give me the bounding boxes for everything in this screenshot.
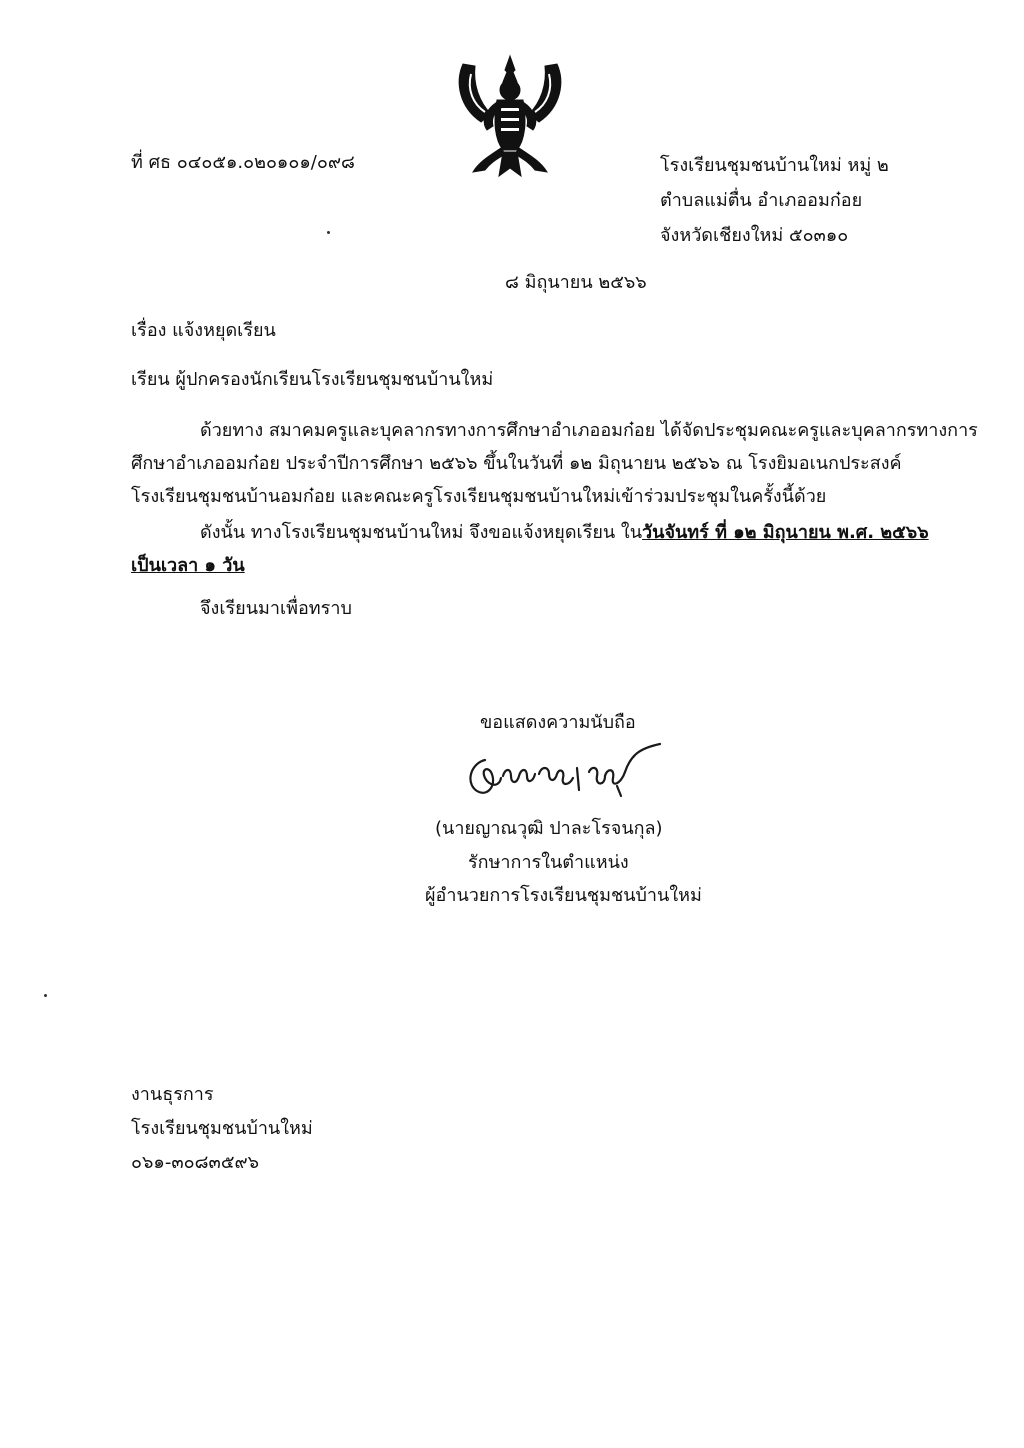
holiday-date-emphasis: วันจันทร์ ที่ ๑๒ มิถุนายน พ.ศ. ๒๕๖๖ <box>642 522 929 543</box>
footer-school: โรงเรียนชุมชนบ้านใหม่ <box>131 1118 313 1139</box>
body-paragraph-1-line-1: ด้วยทาง สมาคมครูและบุคลากรทางการศึกษาอำเภออมก๋อย ได้จัดประชุมคณะครูและบุคลากรทางการ <box>200 420 978 441</box>
body-paragraph-1-line-3: โรงเรียนชุมชนบ้านอมก๋อย และคณะครูโรงเรียนชุมชนบ้านใหม่เข้าร่วมประชุมในครั้งนี้ด้วย <box>131 486 827 507</box>
footer-department: งานธุรการ <box>131 1084 214 1105</box>
body-paragraph-2-line-1 <box>200 520 929 546</box>
scan-speck <box>44 994 47 997</box>
body-paragraph-2-line-2 <box>131 553 245 579</box>
letter-recipient: เรียน ผู้ปกครองนักเรียนโรงเรียนชุมชนบ้านใหม่ <box>131 369 494 390</box>
body-paragraph-1-line-2: ศึกษาอำเภออมก๋อย ประจำปีการศึกษา ๒๕๖๖ ขึ้นในวันที่ ๑๒ มิถุนายน ๒๕๖๖ ณ โรงยิมอเนกประสงค์ <box>131 453 902 474</box>
body-paragraph-2-prefix: ดังนั้น ทางโรงเรียนชุมชนบ้านใหม่ จึงขอแจ้งหยุดเรียน ใน <box>200 522 643 543</box>
signatory-name: (นายญาณวุฒิ ปาละโรจนกุล) <box>435 818 663 839</box>
sender-school-line: โรงเรียนชุมชนบ้านใหม่ หมู่ ๒ <box>660 155 889 176</box>
footer-phone: ๐๖๑-๓๐๘๓๕๙๖ <box>131 1152 260 1173</box>
sender-province-line: จังหวัดเชียงใหม่ ๕๐๓๑๐ <box>660 225 849 246</box>
handwritten-signature <box>455 738 670 810</box>
signatory-position: ผู้อำนวยการโรงเรียนชุมชนบ้านใหม่ <box>425 885 702 906</box>
garuda-emblem-icon <box>445 52 575 182</box>
letter-subject: เรื่อง แจ้งหยุดเรียน <box>131 320 276 341</box>
signatory-acting-title: รักษาการในตำแหน่ง <box>468 852 629 873</box>
letter-date: ๘ มิถุนายน ๒๕๖๖ <box>505 272 647 293</box>
document-number: ที่ ศธ ๐๔๐๕๑.๐๒๐๑๐๑/๐๙๘ <box>131 152 355 173</box>
closing-line: จึงเรียนมาเพื่อทราบ <box>200 598 352 619</box>
sender-subdistrict-line: ตำบลแม่ตื่น อำเภออมก๋อย <box>660 190 863 211</box>
salutation: ขอแสดงความนับถือ <box>480 712 636 733</box>
holiday-duration-emphasis: เป็นเวลา ๑ วัน <box>131 555 245 576</box>
scan-speck <box>327 231 330 234</box>
